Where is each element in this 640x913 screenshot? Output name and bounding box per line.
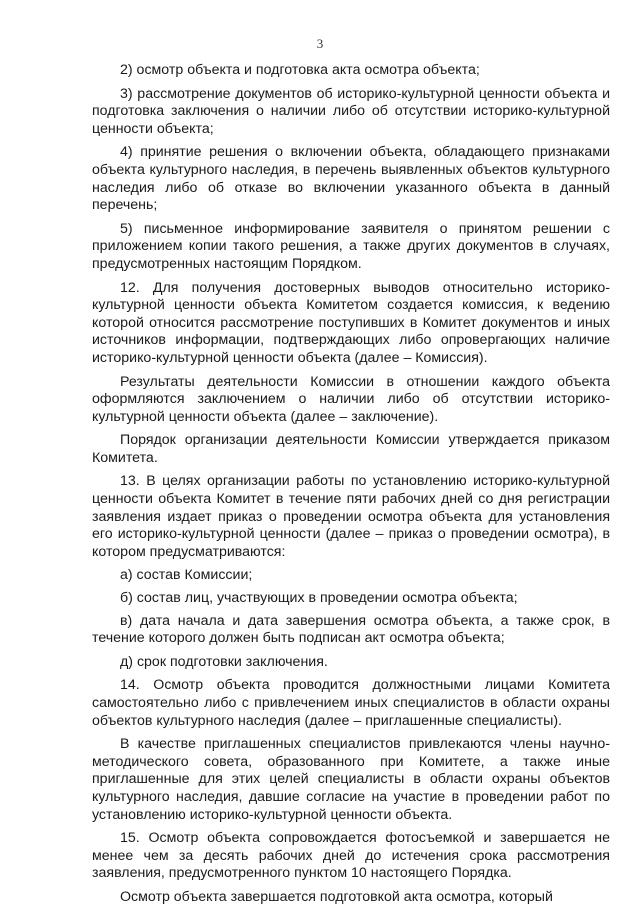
paragraph-sub-a: а) состав Комиссии; <box>120 567 253 584</box>
paragraph-clause-12: 12. Для получения достоверных выводов относительно историко-культурной ценности объекта Комитетом создается комиссия, к ведению которой относится рассмотрение поступивших в Комитет документов и иных источников информации, подтверждающих либо опровергающих наличие историко-культурной ценности объекта (далее – Комиссия). <box>92 279 610 366</box>
paragraph-clause-14: 14. Осмотр объекта проводится должностными лицами Комитета самостоятельно либо с привлечением иных специалистов в области охраны объектов культурного наследия (далее – приглашенные специалисты). <box>92 677 610 729</box>
paragraph-item-2: 2) осмотр объекта и подготовка акта осмотра объекта; <box>120 62 480 78</box>
paragraph-invited-specialists: В качестве приглашенных специалистов привлекаются члены научно-методического совета, образованного при Комитете, а также иные приглашенные для этих целей специалисты в области охраны объектов культурного наследия, давшие согласие на участие в проведении работ по установлению историко-культурной ценности объекта. <box>92 736 610 823</box>
paragraph-commission-order: Порядок организации деятельности Комиссии утверждается приказом Комитета. <box>92 432 610 466</box>
paragraph-inspection-completion: Осмотр объекта завершается подготовкой акта осмотра, который <box>120 888 553 905</box>
paragraph-commission-results: Результаты деятельности Комиссии в отношении каждого объекта оформляются заключением о наличии либо об отсутствии историко-культурной ценности объекта (далее – заключение). <box>92 373 610 425</box>
paragraph-sub-d: д) срок подготовки заключения. <box>120 653 328 670</box>
paragraph-sub-v: в) дата начала и дата завершения осмотра объекта, а также срок, в течение которого должен быть подписан акт осмотра объекта; <box>92 612 610 647</box>
paragraph-item-3: 3) рассмотрение документов об историко-культурной ценности объекта и подготовка заключения о наличии либо об отсутствии историко-культурной ценности объекта; <box>92 85 610 137</box>
paragraph-item-4: 4) принятие решения о включении объекта, обладающего признаками объекта культурного наследия, в перечень выявленных объектов культурного наследия либо об отказе во включении указанного объекта в данный перечень; <box>92 144 610 214</box>
document-body <box>92 62 610 913</box>
paragraph-item-5: 5) письменное информирование заявителя о принятом решении с приложением копии такого решения, а также других документов в случаях, предусмотренных настоящим Порядком. <box>92 220 610 272</box>
paragraph-sub-b: б) состав лиц, участвующих в проведении осмотра объекта; <box>120 590 518 607</box>
paragraph-clause-13: 13. В целях организации работы по установлению историко-культурной ценности объекта Комитет в течение пяти рабочих дней со дня регистрации заявления издает приказ о проведении осмотра объекта для установления его историко-культурной ценности (далее – приказ о проведении осмотра), в котором предусматриваются: <box>92 473 610 560</box>
paragraph-clause-15: 15. Осмотр объекта сопровождается фотосъемкой и завершается не менее чем за десять рабочих дней до истечения срока рассмотрения заявления, предусмотренного пунктом 10 настоящего Порядка. <box>92 830 610 882</box>
page-number: 3 <box>316 36 324 51</box>
